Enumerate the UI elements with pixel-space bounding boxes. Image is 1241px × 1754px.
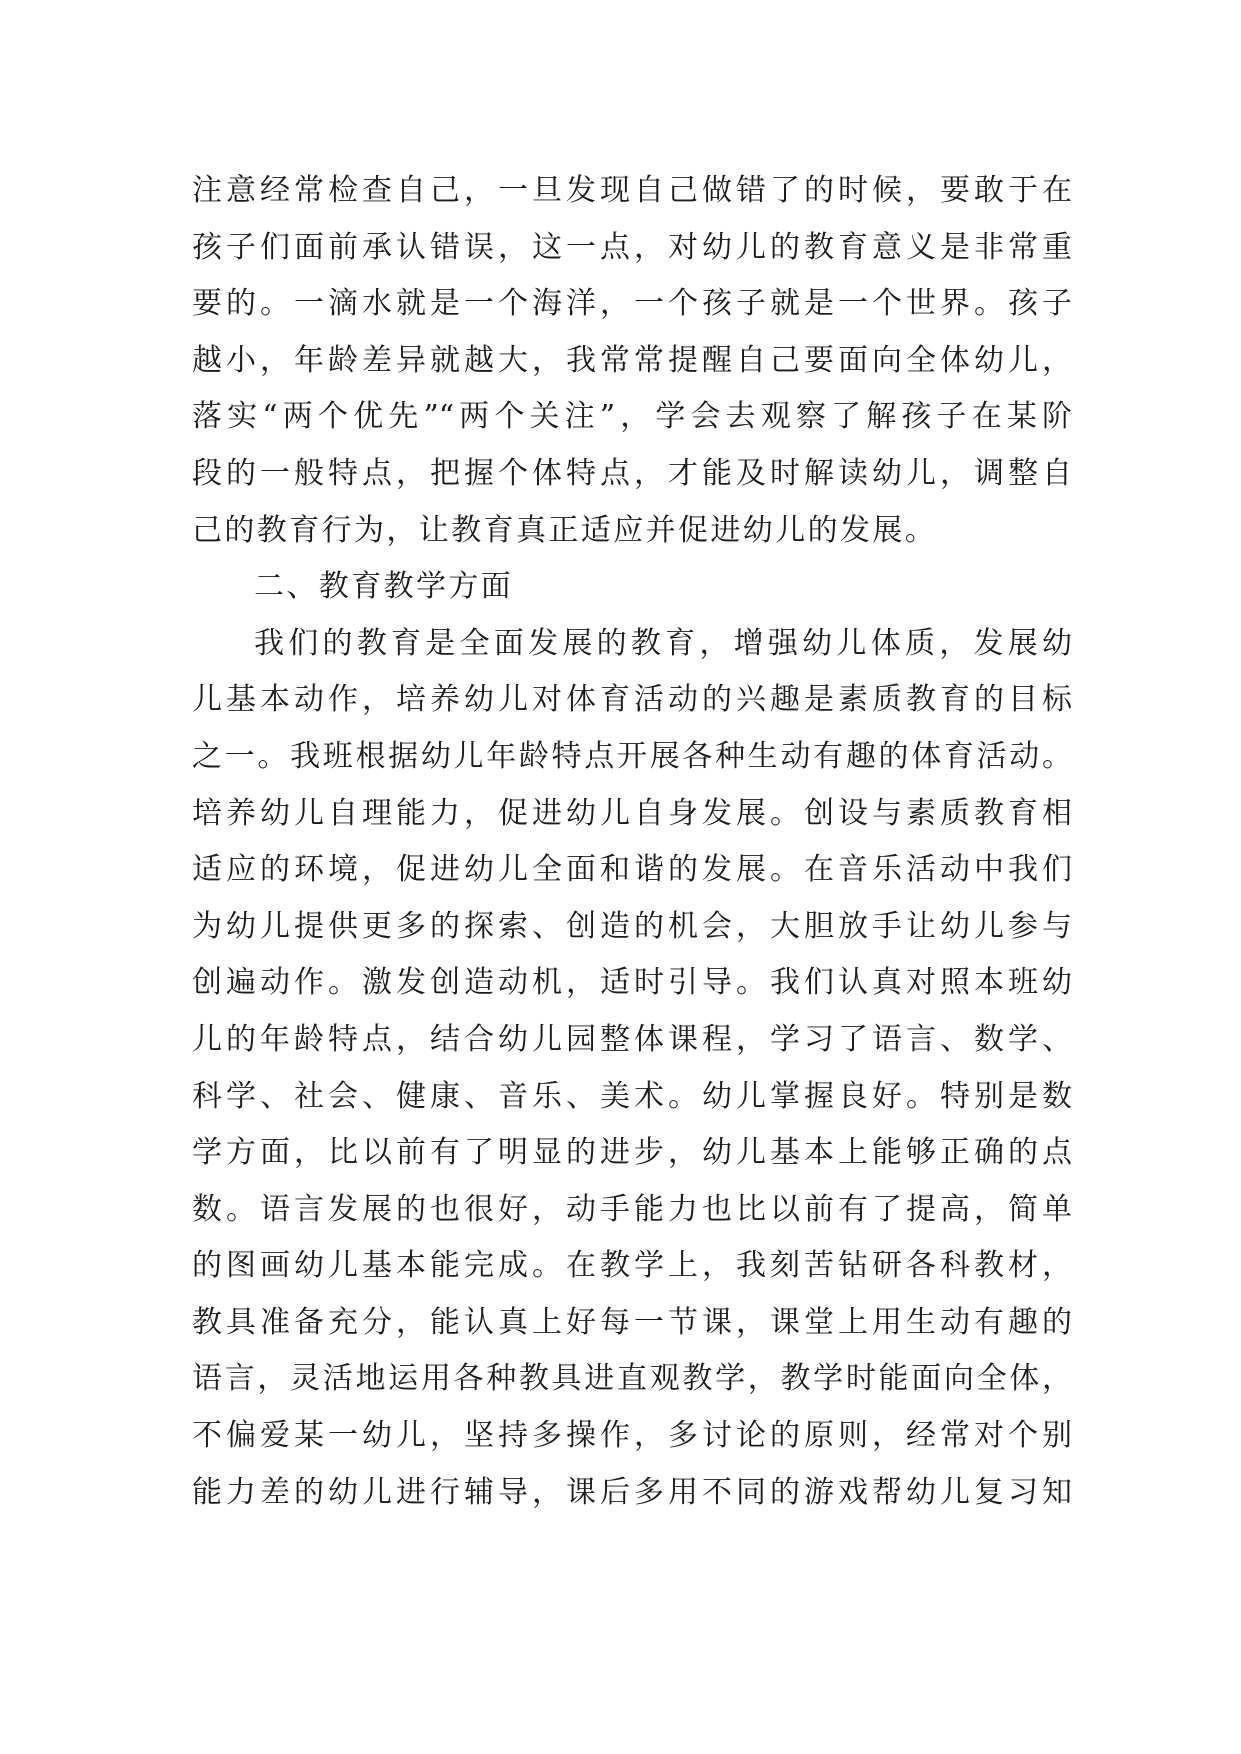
text-line: 能力差的幼儿进行辅导，课后多用不同的游戏帮幼儿复习知 xyxy=(192,1474,1072,1510)
text-line: 我们的教育是全面发展的教育，增强幼儿体质，发展幼 xyxy=(254,625,1072,661)
text-line: 培养幼儿自理能力，促进幼儿自身发展。创设与素质教育相 xyxy=(192,795,1072,831)
section-heading: 二、教育教学方面 xyxy=(254,569,514,605)
text-line: 不偏爱某一幼儿，坚持多操作，多讨论的原则，经常对个别 xyxy=(192,1418,1072,1454)
text-line: 越小，年龄差异就越大，我常常提醒自己要面向全体幼儿， xyxy=(192,342,1072,378)
text-line: 学方面，比以前有了明显的进步，幼儿基本上能够正确的点 xyxy=(192,1135,1072,1171)
text-line: 教具准备充分，能认真上好每一节课，课堂上用生动有趣的 xyxy=(192,1304,1072,1340)
text-line: 注意经常检查自己，一旦发现自己做错了的时候，要敢于在 xyxy=(192,173,1072,208)
text-line: 数。语言发展的也很好，动手能力也比以前有了提高，简单 xyxy=(192,1191,1072,1227)
text-line: 适应的环境，促进幼儿全面和谐的发展。在音乐活动中我们 xyxy=(192,852,1072,888)
text-line: 孩子们面前承认错误，这一点，对幼儿的教育意义是非常重 xyxy=(192,229,1072,265)
text-line: 语言，灵活地运用各种教具进直观教学，教学时能面向全体， xyxy=(192,1361,1072,1397)
text-line: 的图画幼儿基本能完成。在教学上，我刻苦钻研各科教材， xyxy=(192,1248,1072,1284)
text-line: 落实“两个优先”“两个关注”，学会去观察了解孩子在某阶 xyxy=(192,399,1072,435)
text-line: 儿基本动作，培养幼儿对体育活动的兴趣是素质教育的目标 xyxy=(192,682,1072,718)
text-line: 之一。我班根据幼儿年龄特点开展各种生动有趣的体育活动。 xyxy=(192,738,1072,774)
text-line: 要的。一滴水就是一个海洋，一个孩子就是一个世界。孩子 xyxy=(192,286,1072,322)
text-line: 科学、社会、健康、音乐、美术。幼儿掌握良好。特别是数 xyxy=(192,1078,1072,1114)
body-text xyxy=(192,163,1072,1521)
text-line: 为幼儿提供更多的探索、创造的机会，大胆放手让幼儿参与 xyxy=(192,908,1072,944)
text-line: 段的一般特点，把握个体特点，才能及时解读幼儿，调整自 xyxy=(192,455,1072,491)
text-line: 己的教育行为，让教育真正适应并促进幼儿的发展。 xyxy=(192,512,938,548)
text-line: 创遍动作。激发创造动机，适时引导。我们认真对照本班幼 xyxy=(192,965,1072,1001)
text-line: 儿的年龄特点，结合幼儿园整体课程，学习了语言、数学、 xyxy=(192,1021,1072,1057)
